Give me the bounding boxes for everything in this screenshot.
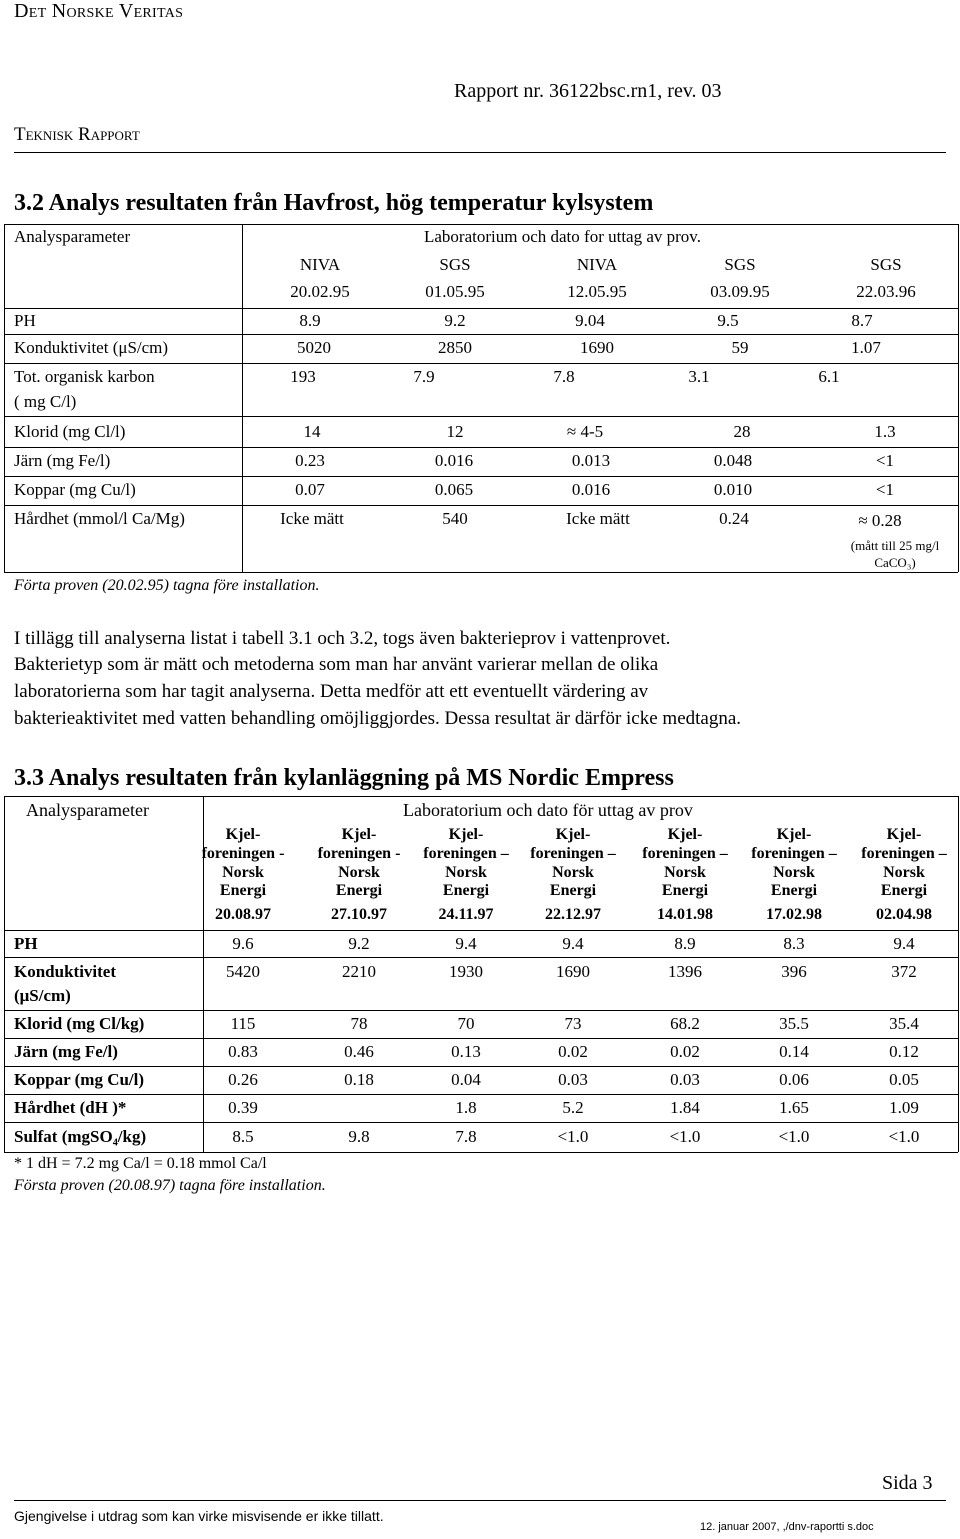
col-header-text: 20.08.97 (215, 906, 271, 923)
cell: 59 (731, 338, 749, 357)
cell: 0.02 (558, 1042, 588, 1061)
col-header-text: Norsk (445, 864, 487, 881)
cell: 115 (230, 1014, 256, 1033)
row-label: Hårdhet (dH )* (14, 1098, 127, 1117)
col-header-text: 27.10.97 (331, 906, 387, 923)
report-type: Teknisk Rapport (14, 124, 140, 145)
table-footnote: Första proven (20.08.97) tagna före installation. (14, 1177, 326, 1194)
report-number: Rapport nr. 36122bsc.rn1, rev. 03 (454, 80, 722, 102)
cell: 0.26 (228, 1070, 258, 1089)
col-header-text: Norsk (338, 864, 380, 881)
cell: Icke mätt (566, 509, 630, 528)
col-header-text: Kjel- (886, 826, 922, 843)
lab-header: Laboratorium och dato för uttag av prov (403, 800, 693, 820)
cell: 2210 (342, 962, 376, 981)
col-header-text: Norsk (552, 864, 594, 881)
row-label: Järn (mg Fe/l) (14, 451, 111, 470)
cell: 9.4 (893, 934, 915, 953)
cell: 28 (733, 422, 751, 441)
row-label: Sulfat (mgSO₄/kg) (14, 1127, 147, 1146)
row-label: Koppar (mg Cu/l) (14, 480, 136, 499)
col-header-text: 22.12.97 (545, 906, 601, 923)
cell: 0.23 (295, 451, 325, 470)
paragraph-line: Bakterietyp som är mätt och metoderna som man har använt varierar mellan de olika (14, 654, 659, 675)
col-header-text: Norsk (883, 864, 925, 881)
header-rule (14, 152, 946, 153)
cell: 1.65 (779, 1098, 809, 1117)
col-header-text: Energi (335, 882, 383, 899)
cell: 9.04 (575, 311, 605, 330)
cell: 7.8 (553, 367, 575, 386)
cell: 9.2 (444, 311, 466, 330)
cell: 0.39 (228, 1098, 258, 1117)
lab-header: Laboratorium och dato for uttag av prov. (424, 227, 701, 246)
cell: 5.2 (562, 1098, 584, 1117)
cell: 8.7 (851, 311, 873, 330)
cell: 8.5 (232, 1127, 254, 1146)
cell: 0.04 (451, 1070, 481, 1089)
col-header-text: Kjel- (555, 826, 591, 843)
cell: <1.0 (778, 1127, 810, 1146)
cell: ≈ 0.28 (858, 511, 902, 530)
row-label: Koppar (mg Cu/l) (14, 1070, 145, 1089)
cell: 0.07 (295, 480, 325, 499)
col-date: 20.02.95 (290, 282, 350, 301)
col-header-text: Kjel- (225, 826, 261, 843)
cell: 35.5 (779, 1014, 809, 1033)
col-header-text: foreningen - (317, 845, 401, 862)
cell: 9.4 (455, 934, 477, 953)
cell: 1.84 (670, 1098, 700, 1117)
cell: 0.013 (571, 451, 611, 470)
col-header-text: foreningen – (861, 845, 947, 862)
cell: 372 (891, 962, 917, 981)
cell: ≈ 4-5 (566, 422, 604, 441)
cell: <1.0 (557, 1127, 589, 1146)
cell: 12 (446, 422, 464, 441)
col-header-text: 14.01.98 (657, 906, 713, 923)
col-header-text: 17.02.98 (766, 906, 822, 923)
col-header-text: Kjel- (341, 826, 377, 843)
cell: 0.03 (558, 1070, 588, 1089)
cell: 1.07 (851, 338, 881, 357)
col-header-text: Norsk (664, 864, 706, 881)
param-header: Analysparameter (14, 227, 131, 246)
row-label: (μS/cm) (14, 986, 71, 1005)
cell: 0.46 (344, 1042, 374, 1061)
file-info: 12. januar 2007, ,/dnv-raportti s.doc (700, 1521, 874, 1533)
col-header-text: foreningen – (751, 845, 837, 862)
col-header-text: foreningen – (530, 845, 616, 862)
cell: 193 (290, 367, 316, 386)
cell: 5020 (297, 338, 331, 357)
row-label: PH (14, 934, 38, 953)
col-header-text: Kjel- (776, 826, 812, 843)
cell: Icke mätt (280, 509, 344, 528)
cell: 0.05 (889, 1070, 919, 1089)
cell: 0.016 (571, 480, 611, 499)
cell: 9.4 (562, 934, 584, 953)
cell: 1.09 (889, 1098, 919, 1117)
col-header-text: 02.04.98 (876, 906, 932, 923)
col-date: 12.05.95 (567, 282, 627, 301)
section-heading-3-2: 3.2 Analys resultaten från Havfrost, hög temperatur kylsystem (14, 190, 654, 216)
cell: 540 (442, 509, 468, 528)
cell: 35.4 (889, 1014, 919, 1033)
row-label: Tot. organisk karbon (14, 367, 155, 386)
table-footnote: * 1 dH = 7.2 mg Ca/l = 0.18 mmol Ca/l (14, 1155, 267, 1172)
cell: 9.5 (717, 311, 739, 330)
col-header-text: Norsk (773, 864, 815, 881)
cell: 9.6 (232, 934, 254, 953)
col-date: 01.05.95 (425, 282, 485, 301)
cell: 0.24 (719, 509, 749, 528)
paragraph-line: laboratorierna som har tagit analyserna. Detta medför att ett eventuellt värdering av (14, 681, 649, 702)
col-header-text: 24.11.97 (438, 906, 494, 923)
cell: 0.83 (228, 1042, 258, 1061)
cell: 70 (457, 1014, 475, 1033)
cell: <1.0 (669, 1127, 701, 1146)
col-header-text: Energi (661, 882, 709, 899)
table-footnote: Förta proven (20.02.95) tagna före installation. (14, 577, 320, 594)
cell: 1690 (580, 338, 614, 357)
row-label: Konduktivitet (μS/cm) (14, 338, 169, 357)
col-header-text: Energi (770, 882, 818, 899)
cell: 5420 (226, 962, 260, 981)
cell: 0.048 (713, 451, 753, 470)
row-label: PH (14, 311, 36, 330)
param-header: Analysparameter (26, 800, 149, 820)
cell: 9.8 (348, 1127, 370, 1146)
col-date: 03.09.95 (710, 282, 770, 301)
cell: 0.13 (451, 1042, 481, 1061)
cell: 0.06 (779, 1070, 809, 1089)
company-name: Det Norske Veritas (14, 0, 184, 22)
cell: 73 (564, 1014, 582, 1033)
cell: 14 (303, 422, 321, 441)
hardness-note: (mått till 25 mg/l (850, 538, 940, 553)
col-header-text: foreningen - (201, 845, 285, 862)
cell: 0.03 (670, 1070, 700, 1089)
col-header-text: Energi (880, 882, 928, 899)
cell: 1930 (449, 962, 483, 981)
col-header-text: Energi (442, 882, 490, 899)
col-header-text: Energi (549, 882, 597, 899)
cell: 68.2 (670, 1014, 700, 1033)
row-label: Hårdhet (mmol/l Ca/Mg) (14, 509, 185, 528)
cell: 8.9 (299, 311, 321, 330)
cell: 0.016 (434, 451, 474, 470)
row-label: Klorid (mg Cl/kg) (14, 1014, 145, 1033)
col-header-text: Norsk (222, 864, 264, 881)
col-header-text: foreningen – (642, 845, 728, 862)
section-heading-3-3: 3.3 Analys resultaten från kylanläggning på MS Nordic Empress (14, 765, 674, 791)
col-lab: SGS (870, 255, 902, 274)
cell: 7.9 (413, 367, 435, 386)
cell: <1.0 (888, 1127, 920, 1146)
cell: 1.3 (874, 422, 896, 441)
row-label: Järn (mg Fe/l) (14, 1042, 118, 1061)
cell: 8.9 (674, 934, 696, 953)
cell: 0.010 (713, 480, 753, 499)
cell: <1 (875, 451, 895, 470)
paragraph-line: I tillägg till analyserna listat i tabell 3.1 och 3.2, togs även bakterieprov i vattenprovet. (14, 628, 671, 649)
col-date: 22.03.96 (856, 282, 916, 301)
cell: 7.8 (455, 1127, 477, 1146)
cell: 0.14 (779, 1042, 809, 1061)
cell: 1.8 (455, 1098, 477, 1117)
row-label: Klorid (mg Cl/l) (14, 422, 126, 441)
row-label: ( mg C/l) (14, 392, 77, 411)
col-lab: NIVA (299, 255, 341, 274)
cell: 1396 (668, 962, 702, 981)
footer-rule (14, 1500, 946, 1501)
row-label: Konduktivitet (14, 962, 117, 981)
col-header-text: Energi (219, 882, 267, 899)
cell: 6.1 (818, 367, 840, 386)
cell: 78 (350, 1014, 368, 1033)
cell: 8.3 (783, 934, 805, 953)
col-lab: SGS (439, 255, 471, 274)
cell: 2850 (438, 338, 472, 357)
col-header-text: Kjel- (448, 826, 484, 843)
col-header-text: Kjel- (667, 826, 703, 843)
cell: 0.12 (889, 1042, 919, 1061)
cell: <1 (875, 480, 895, 499)
cell: 3.1 (688, 367, 710, 386)
paragraph-line: bakterieaktivitet med vatten behandling omöjliggjordes. Dessa resultat är därför icke medtagna. (14, 708, 742, 729)
cell: 0.065 (434, 480, 474, 499)
cell: 9.2 (348, 934, 370, 953)
disclaimer: Gjengivelse i utdrag som kan virke misvisende er ikke tillatt. (14, 1508, 384, 1524)
cell: 0.18 (344, 1070, 374, 1089)
hardness-note: CaCO₃) (874, 555, 916, 570)
cell: 0.02 (670, 1042, 700, 1061)
col-lab: NIVA (576, 255, 618, 274)
cell: 396 (781, 962, 807, 981)
cell: 1690 (556, 962, 590, 981)
col-header-text: foreningen – (423, 845, 509, 862)
page-number: Sida 3 (882, 1472, 933, 1494)
col-lab: SGS (724, 255, 756, 274)
